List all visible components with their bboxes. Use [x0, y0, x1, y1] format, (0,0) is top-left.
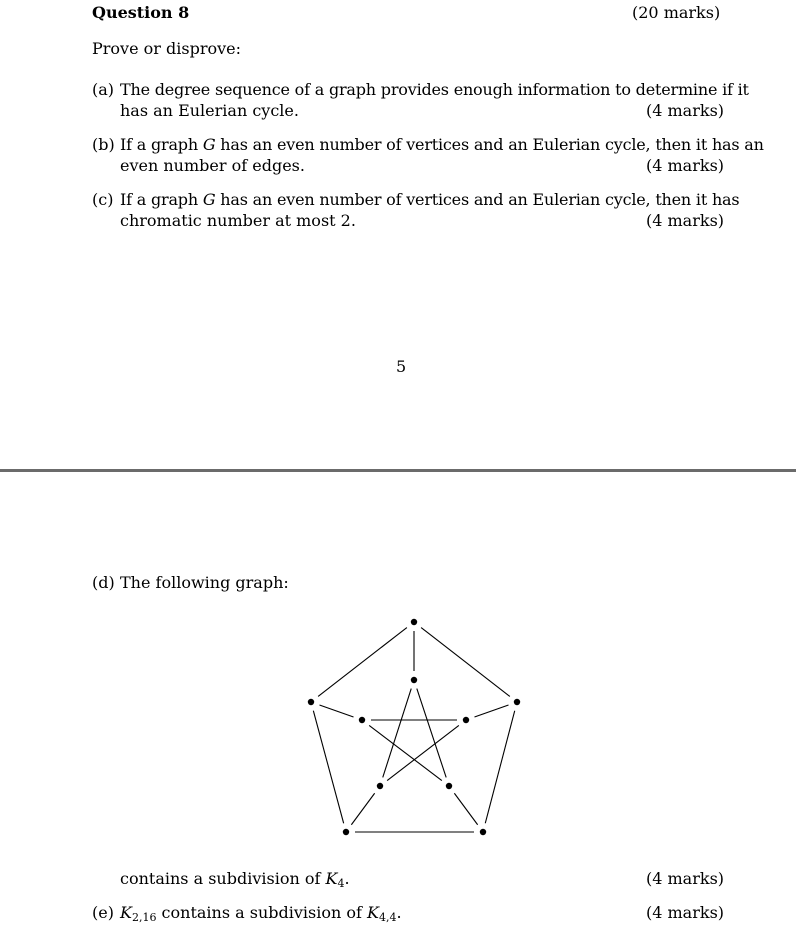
part-c-marks: (4 marks) — [646, 211, 725, 230]
graph-vertex — [480, 829, 486, 835]
question-marks: (20 marks) — [632, 3, 721, 22]
part-a-label: (a) — [92, 80, 115, 99]
part-b-label: (b) — [92, 135, 115, 154]
page-number: 5 — [396, 357, 407, 376]
part-d-conclusion-post: . — [344, 869, 350, 888]
graph-edge — [318, 628, 407, 697]
graph-vertex — [359, 717, 365, 723]
part-e-text — [120, 903, 402, 928]
graph-vertex — [463, 717, 469, 723]
graph-edge — [454, 793, 477, 825]
part-e-post: . — [396, 903, 402, 922]
graph-edge — [351, 793, 374, 825]
part-b-graph-var: G — [202, 135, 216, 154]
graph-edge — [387, 725, 459, 780]
part-c-label: (c) — [92, 190, 114, 209]
graph-vertex — [446, 783, 452, 789]
part-b-line2: even number of edges. — [120, 156, 305, 175]
part-d-conclusion-pre: contains a subdivision of — [120, 869, 326, 888]
graph-edge — [319, 705, 353, 717]
part-e-k2-var: K — [367, 903, 379, 922]
graph-vertex — [411, 619, 417, 625]
graph-edge — [313, 711, 343, 824]
part-d-k-sub: 4 — [337, 877, 345, 890]
question-title: Question 8 — [92, 3, 190, 22]
graph-vertex — [514, 699, 520, 705]
part-a-line1: The degree sequence of a graph provides enough information to determine if it — [120, 80, 749, 99]
graph-edge — [485, 711, 514, 824]
part-d-text: The following graph: — [120, 573, 289, 592]
part-e-k1-sub: 2,16 — [131, 911, 157, 924]
graph-edge — [417, 689, 446, 778]
part-e-k2-sub: 4,4 — [378, 911, 397, 924]
part-e-k1-var: K — [120, 903, 132, 922]
part-b-marks: (4 marks) — [646, 156, 725, 175]
part-e-label: (e) — [92, 903, 114, 922]
part-c-line1-post: has an even number of vertices and an Eulerian cycle, then it has — [215, 190, 740, 209]
part-d-k-var: K — [325, 869, 338, 888]
part-e-mid: contains a subdivision of — [156, 903, 368, 922]
part-a-marks: (4 marks) — [646, 101, 725, 120]
graph-vertex — [411, 677, 417, 683]
part-d-label: (d) — [92, 573, 115, 592]
graph-vertex — [308, 699, 314, 705]
part-b-line1-post: has an even number of vertices and an Eulerian cycle, then it has an — [215, 135, 764, 154]
part-e-marks: (4 marks) — [646, 903, 725, 922]
part-c-graph-var: G — [202, 190, 216, 209]
part-d-marks: (4 marks) — [646, 869, 725, 888]
part-a-line2: has an Eulerian cycle. — [120, 101, 299, 120]
graph-vertex — [377, 783, 383, 789]
graph-vertex — [343, 829, 349, 835]
part-c-line1-pre: If a graph — [120, 190, 203, 209]
graph-edge — [474, 705, 508, 717]
intro-text: Prove or disprove: — [92, 39, 241, 58]
graph-edge — [383, 689, 412, 778]
graph-edge — [369, 725, 442, 780]
part-c-line2: chromatic number at most 2. — [120, 211, 356, 230]
part-b-line1-pre: If a graph — [120, 135, 203, 154]
part-d-conclusion — [120, 869, 350, 894]
graph-edge — [421, 628, 510, 697]
